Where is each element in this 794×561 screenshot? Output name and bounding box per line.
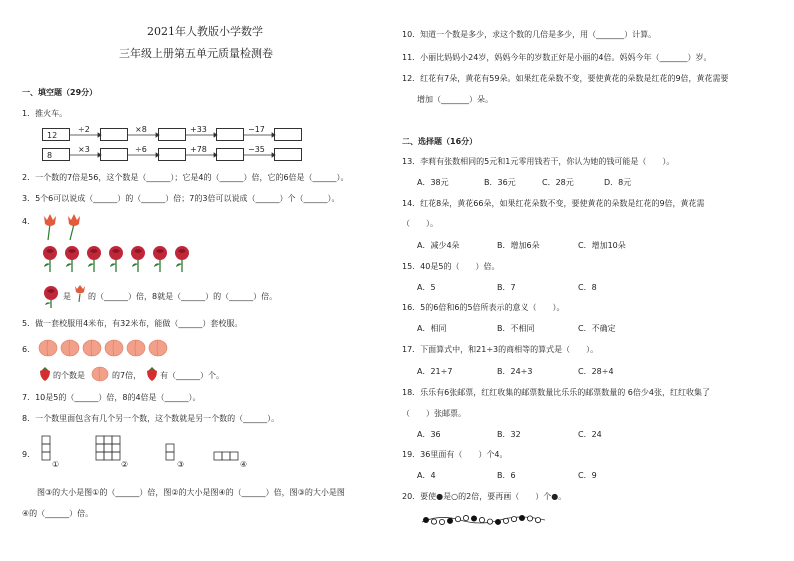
black-bead [495,519,500,524]
peach-icon [149,340,167,356]
q9-line-2: ④的（______）倍。 [22,509,94,518]
option[interactable]: C．9 [578,471,597,480]
option[interactable]: A．减少4朵 [417,241,460,250]
start-box: 8 [42,148,70,161]
q4-text: 的（______）倍，8就是（______）的（______）倍。 [88,292,278,301]
section-2-heading: 二、选择题（16分） [402,137,478,146]
title-line-2: 三年级上册第五单元质量检测卷 [119,47,273,60]
tulip-pair-icon [40,212,88,242]
q6-label: 6． [22,345,36,354]
rose-icon [43,246,57,272]
rose-icon [40,284,62,308]
option[interactable]: A．相同 [417,324,447,333]
white-bead [479,517,484,522]
q2-text: 2．一个数的7倍是56，这个数是（______）；它是4的（______）倍，它的6倍是（______）。 [22,173,349,182]
fig-number: ④ [240,460,248,469]
peach-icon [61,340,79,356]
q12-line-1: 12．红花有7朵，黄花有59朵。如果红花朵数不变，要使黄花的朵数是红花的9倍，黄花需要 [402,74,729,83]
white-bead [535,517,540,522]
option[interactable]: C．增加10朵 [578,241,626,250]
op-label: ×8 [135,125,147,134]
op-label: ÷6 [135,145,147,154]
rose-icon [153,246,167,272]
white-bead [487,519,492,524]
op-label: ÷2 [78,125,90,134]
strawberry-icon [145,366,159,382]
q9-figures [38,432,248,472]
peach-icon [90,364,110,382]
q13-text: 13．李莉有张数相同的5元和1元零用钱若干，你认为她的钱可能是（ ）。 [402,157,675,166]
white-bead [439,519,444,524]
option[interactable]: B．32 [497,430,521,439]
q8-text: 8．一个数里面包含有几个另一个数，这个数就是另一个数的（______）。 [22,414,280,423]
q19-text: 19．36里面有（ ）个4。 [402,450,508,459]
q20-text: 20．要使●是○的2倍，要再画（ ）个●。 [402,492,567,501]
option[interactable]: C．不确定 [578,324,616,333]
option[interactable]: B．6 [497,471,516,480]
q3-text: 3．5个6可以说成（______）的（______）倍；7的3倍可以说成（______）个（______）。 [22,194,340,203]
q6-p1: 的个数是 [53,371,85,380]
option[interactable]: C．24 [578,430,602,439]
q7-text: 7．10是5的（______）倍，8的4倍是（______）。 [22,393,201,402]
option[interactable]: A．38元 [417,178,449,187]
rose-icon [87,246,101,272]
q14-text-2: （ ）。 [402,219,438,228]
q1-label: 1．推火车。 [22,109,68,118]
white-bead [431,519,436,524]
title-line-1: 2021年人教版小学数学 [147,25,263,38]
option[interactable]: C．28元 [542,178,574,187]
q9-label: 9． [22,450,36,459]
black-bead [519,515,524,520]
fig-number: ② [121,460,129,469]
black-bead [471,516,476,521]
q17-text: 17．下面算式中，和21÷3的商相等的算式是（ ）。 [402,345,599,354]
white-bead [503,518,508,523]
option[interactable]: A．4 [417,471,436,480]
white-bead [511,516,516,521]
rose-icon [131,246,145,272]
fig-number: ① [52,460,60,469]
peach-row-icon [38,337,188,359]
option[interactable]: B．7 [497,283,516,292]
peach-icon [105,340,123,356]
op-label: ×3 [78,145,90,154]
rose-icon [65,246,79,272]
peach-icon [39,340,57,356]
option[interactable]: B．增加6朵 [497,241,540,250]
peach-icon [83,340,101,356]
white-bead [455,517,460,522]
q6-p2: 的7倍， [112,371,142,380]
q9-line-1: 图③的大小是图①的（______）倍，图②的大小是图④的（______）倍，图③的大小是图 [37,488,345,497]
start-box: 12 [42,128,70,141]
tulip-icon [73,284,87,302]
peach-icon [127,340,145,356]
q4-number: 4． [22,217,36,226]
strawberry-icon [38,366,52,382]
q15-text: 15．40是5的（ ）倍。 [402,262,500,271]
op-label: −17 [248,125,265,134]
q4-mid: 是 [63,292,71,301]
op-label: +33 [190,125,207,134]
rose-icon [109,246,123,272]
option[interactable]: B．24÷3 [497,367,533,376]
q10-text: 10．知道一个数是多少，求这个数的几倍是多少，用（_______）计算。 [402,30,657,39]
option[interactable]: B．36元 [484,178,516,187]
q1-arrows [22,0,322,170]
black-bead [447,518,452,523]
black-bead [423,517,428,522]
white-bead [463,515,468,520]
option[interactable]: A．5 [417,283,436,292]
q16-text: 16．5的6倍和6的5倍所表示的意义（ ）。 [402,303,565,312]
white-bead [527,516,532,521]
op-label: −35 [248,145,265,154]
q6-p3: 有（______）个。 [160,371,224,380]
op-label: +78 [190,145,207,154]
q5-text: 5．做一套校服用4米布，有32米布，能做（______）套校服。 [22,319,243,328]
q18-text: 18．乐乐有6张邮票，红红收集的邮票数量比乐乐的邮票数量的 6倍少4张，红红收集了 [402,388,710,397]
option[interactable]: C．8 [578,283,597,292]
q14-text: 14．红花8朵，黄花66朵，如果红花朵数不变，要使黄花的朵数是红花的9倍，黄花需 [402,199,705,208]
option[interactable]: D．8元 [604,178,632,187]
option[interactable]: B．不相同 [497,324,535,333]
rose-icon [175,246,189,272]
option[interactable]: C．28÷4 [578,367,614,376]
q12-line-2: 增加（_______）朵。 [417,95,493,104]
option[interactable]: A．21÷7 [417,367,453,376]
section-1-heading: 一、填空题（29分） [22,88,98,97]
bead-string-icon [420,512,550,528]
q18-text-2: （ ）张邮票。 [402,409,466,418]
q11-text: 11．小丽比妈妈小24岁，妈妈今年的岁数正好是小丽的4倍。妈妈今年（_______）岁。 [402,53,712,62]
fig-number: ③ [177,460,185,469]
option[interactable]: A．36 [417,430,441,439]
rose-row-icon [40,244,230,274]
